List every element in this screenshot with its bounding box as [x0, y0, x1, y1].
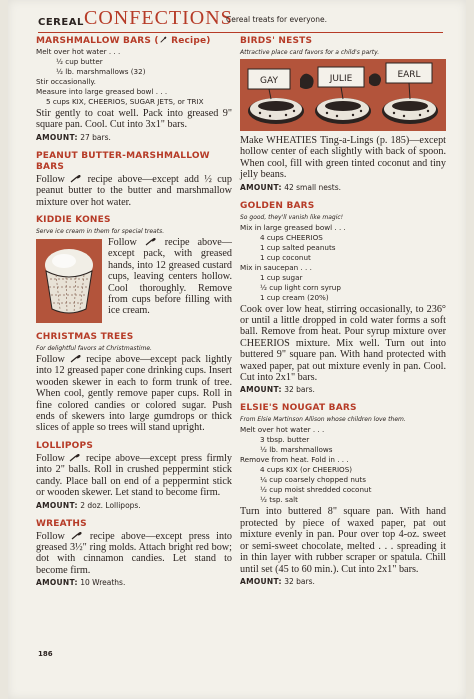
page-header — [38, 6, 443, 33]
right-column — [240, 36, 446, 595]
header-tagline: Cereal treats for everyone. — [226, 15, 327, 24]
recipe-subtitle: For delightful favors at Christmastime. — [36, 345, 152, 353]
recipe-directions: Make WHEATIES Ting-a-Lings (p. 185)—except hollow center of each slightly with back of spoon. When cool, fill with green tinted coconut and tiny jelly beans. — [240, 135, 446, 181]
recipe-directions: Follow recipe above—except pack lightly into 12 greased paper cone drinking cups. Insert wooden skewer in each to form trunk of tree. When cool, gently remove paper cups. Roll in fine colored candies or colored sugar. Push ends of skewers into large gumdrops or thick slices of apple so trees will stand upright. — [36, 354, 233, 434]
ice-cream-cup-illustration — [36, 239, 102, 323]
recipe-golden-bars — [240, 201, 446, 397]
recipe-directions: Follow recipe above—except add ½ cup peanut butter to the butter and marshmallow mixture over hot water. — [36, 173, 232, 208]
recipe-birds-nests — [240, 36, 446, 194]
birds-nests-illustration — [240, 59, 446, 131]
ingredient-line: 4 cups KIX (or CHEERIOS) — [260, 465, 353, 475]
place-card-name: GAY — [260, 76, 278, 86]
section-title: CONFECTIONS — [84, 7, 233, 29]
recipe-directions: Stir gently to coat well. Pack into greased 9" square pan. Cool. Cut into 3x1" bars. — [36, 108, 232, 131]
ingredient-line: Measure into large greased bowl . . . — [36, 87, 168, 96]
spoon-icon — [69, 454, 81, 462]
recipe-directions: Cook over low heat, stirring occasionally, to 236° or until a little dropped in cold water forms a soft ball. Remove from heat. Pour syrup mixture over CHEERIOS mixture. Mix well. Turn out into buttered 9" square pan. With hand protected with waxed paper, pat out mixture evenly in pan. Cool. Cut into 2x1" bars. — [240, 303, 446, 384]
spoon-icon — [145, 238, 157, 246]
recipe-title: MARSHMALLOW BARS ( Recipe) — [36, 36, 211, 46]
recipe-subtitle: From Elsie Martinson Allison whose children love them. — [240, 416, 406, 424]
place-card-name: JULIE — [329, 74, 353, 84]
spoon-icon — [160, 36, 167, 43]
ingredient-line: Mix in saucepan . . . — [240, 262, 312, 272]
ingredient-line: 1 cup salted peanuts — [260, 242, 336, 252]
recipe-directions: Follow recipe above—except press firmly into 2" balls. Roll in crushed peppermint stick candy. Place ball on end of a peppermint stick or wooden skewer. Let stand to become firm. — [36, 452, 232, 499]
header-category: CEREAL — [38, 17, 84, 28]
spoon-icon — [70, 355, 82, 363]
recipe-title: WREATHS — [36, 518, 87, 529]
ingredient-line: ½ cup light corn syrup — [260, 282, 341, 292]
recipe-amount: AMOUNT: 32 bars. — [240, 385, 315, 395]
ingredient-line: ½ cup moist shredded coconut — [260, 485, 372, 495]
recipe-amount: AMOUNT: 42 small nests. — [240, 182, 342, 192]
recipe-title: CHRISTMAS TREES — [36, 332, 134, 343]
recipe-pb-marshmallow-bars — [36, 151, 232, 208]
ingredient-line: ½ cup butter — [56, 57, 103, 66]
recipe-amount: AMOUNT: 2 doz. Lollipops. — [36, 500, 141, 510]
spoon-icon — [70, 175, 82, 183]
recipe-title: BIRDS' NESTS — [240, 36, 313, 46]
recipe-marshmallow-bars — [36, 36, 232, 144]
recipe-title: GOLDEN BARS — [240, 200, 315, 211]
recipe-title: LOLLIPOPS — [36, 440, 94, 451]
ingredient-line: ½ lb. marshmallows — [260, 445, 333, 455]
ingredient-line: 1 cup cream (20%) — [260, 292, 329, 302]
recipe-subtitle: So good, they'll vanish like magic! — [240, 213, 344, 221]
cookbook-page — [8, 0, 466, 699]
left-column — [36, 36, 232, 596]
ingredient-line: ½ tsp. salt — [260, 495, 298, 505]
recipe-elsies-nougat-bars — [240, 403, 446, 587]
ingredient-line: 3 tbsp. butter — [260, 435, 310, 445]
spoon-icon — [71, 532, 83, 540]
recipe-amount: AMOUNT: 32 bars. — [240, 576, 315, 586]
ingredient-line: Mix in large greased bowl . . . — [240, 222, 346, 232]
ingredient-line: Melt over hot water . . . — [240, 425, 325, 435]
recipe-wreaths — [36, 519, 232, 590]
ingredient-line: Remove from heat. Fold in . . . — [240, 455, 349, 465]
recipe-directions: Turn into buttered 8" square pan. With hand protected by piece of waxed paper, pat out mixture evenly in pan. Pour over top 4-oz. sweet or semi-sweet chocolate, melted . . . spreading it in thin layer with rubber scraper or spatula. Chill until set (45 to 60 min.). Cut into 2x1" bars. — [240, 506, 446, 575]
ingredient-line: 5 cups KIX, CHEERIOS, SUGAR JETS, or TRIX — [46, 97, 204, 106]
ingredient-line: 4 cups CHEERIOS — [260, 232, 323, 242]
page-number: 186 — [38, 650, 53, 658]
recipe-title: KIDDIE KONES — [36, 215, 111, 226]
ingredient-line: ¼ cup coarsely chopped nuts — [260, 475, 366, 485]
ingredient-line: 1 cup sugar — [260, 272, 303, 282]
recipe-title: PEANUT BUTTER-MARSHMALLOW BARS — [36, 150, 210, 172]
recipe-christmas-trees — [36, 332, 232, 434]
recipe-amount: AMOUNT: 27 bars. — [36, 132, 111, 142]
recipe-lollipops — [36, 441, 232, 512]
ingredient-line: Stir occasionally. — [36, 77, 96, 86]
recipe-amount: AMOUNT: 10 Wreaths. — [36, 578, 126, 588]
recipe-title: ELSIE'S NOUGAT BARS — [240, 403, 357, 414]
recipe-directions: Follow recipe above—except pack, with greased hands, into 12 greased custard cups, leaving centers hollow. Cool thoroughly. Remove from cups before filling with ice cream. — [108, 237, 232, 317]
recipe-subtitle: Serve ice cream in them for special treats. — [36, 228, 165, 236]
recipe-subtitle: Attractive place card favors for a child's party. — [240, 49, 380, 56]
ingredient-line: ½ lb. marshmallows (32) — [56, 67, 146, 76]
recipe-directions: Follow recipe above—except press into greased 3½" ring molds. Attach bright red bow; dot with cinnamon candies. Let stand to become firm. — [36, 530, 232, 576]
recipe-kiddie-kones — [36, 215, 232, 325]
place-card-name: EARL — [397, 70, 421, 80]
ingredient-line: 1 cup coconut — [260, 252, 311, 262]
ingredient-line: Melt over hot water . . . — [36, 47, 121, 56]
